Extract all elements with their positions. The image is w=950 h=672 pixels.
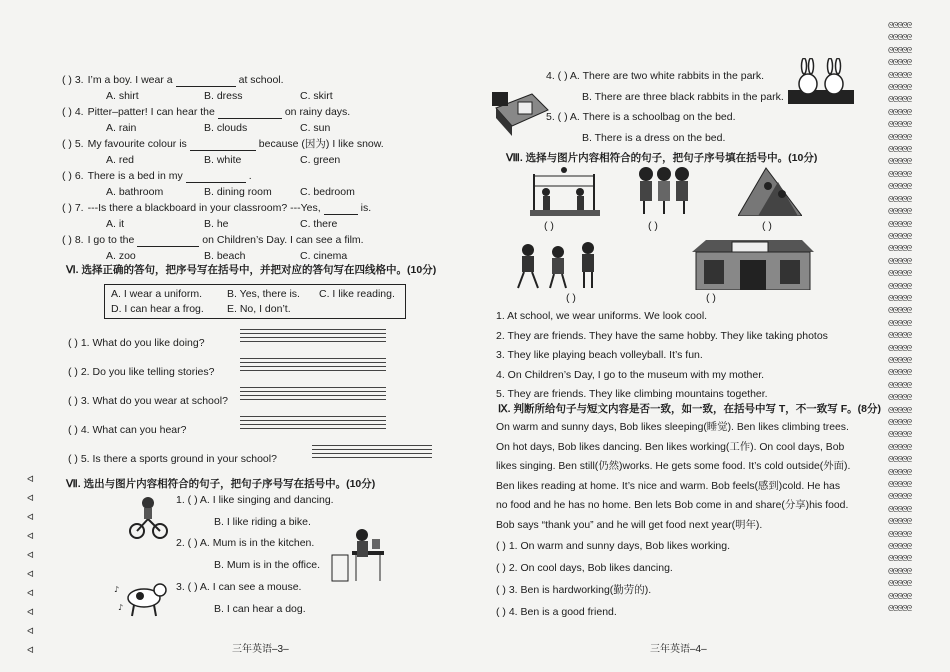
answer-parens-pic-1[interactable]: ( )	[544, 220, 554, 232]
margin-pattern-row: ᘓᘓᘓᘓᘓ	[888, 306, 912, 316]
s7-item-2-b: B. Mum is in the office.	[214, 559, 321, 571]
margin-pattern-row: ᘓᘓᘓᘓᘓ	[888, 492, 912, 502]
option-c: C. green	[300, 154, 341, 166]
margin-pattern-row: ᘓᘓᘓᘓᘓ	[888, 231, 912, 241]
binding-marks: ᐊ ᐊ ᐊ ᐊ ᐊ ᐊ ᐊ ᐊ ᐊ ᐊ	[27, 474, 34, 655]
option-b: B. dress	[204, 90, 243, 102]
s7-item-2-a[interactable]: 2. ( ) A. Mum is in the kitchen.	[176, 537, 315, 549]
margin-pattern-row: ᘓᘓᘓᘓᘓ	[888, 480, 912, 490]
answer-blank[interactable]	[137, 235, 199, 247]
question-text: I go to the	[87, 234, 135, 246]
question-text: Pitter–patter! I can hear the	[87, 106, 215, 118]
margin-pattern-row: ᘓᘓᘓᘓᘓ	[888, 120, 912, 130]
margin-pattern-row: ᘓᘓᘓᘓᘓ	[888, 244, 912, 254]
margin-pattern-row: ᘓᘓᘓᘓᘓ	[888, 343, 912, 353]
passage-line: On hot days, Bob likes dancing. Ben likes working(工作). On cool days, Bob	[496, 441, 845, 453]
page-4	[470, 0, 950, 672]
margin-pattern-row: ᘓᘓᘓᘓᘓ	[888, 169, 912, 179]
mc-question-6	[62, 170, 252, 183]
s8-sentence-1: 1. At school, we wear uniforms. We look cool.	[496, 310, 708, 322]
option-a: A. zoo	[106, 250, 136, 262]
margin-pattern-row: ᘓᘓᘓᘓᘓ	[888, 467, 912, 477]
judgement-2[interactable]: ( ) 2. On cool days, Bob likes dancing.	[496, 562, 673, 574]
s6-question-1: ( ) 1. What do you like doing?	[68, 337, 205, 349]
question-text: I’m a boy. I wear a	[87, 74, 173, 86]
decorative-margin-pattern	[888, 20, 950, 616]
beach-volleyball-picture	[530, 166, 600, 216]
section-8-title: Ⅷ. 选择与图片内容相符合的句子，把句子序号填在括号中。(10分)	[506, 152, 818, 164]
s6-question-3: ( ) 3. What do you wear at school?	[68, 395, 228, 407]
margin-pattern-row: ᘓᘓᘓᘓᘓ	[888, 542, 912, 552]
s7-item-5-a[interactable]: 5. ( ) A. There is a schoolbag on the bed.	[546, 111, 736, 123]
margin-pattern-row: ᘓᘓᘓᘓᘓ	[888, 281, 912, 291]
passage-line: Ben likes reading at home. It’s nice and warm. Bob feels(感到)cold. He has	[496, 480, 841, 492]
answer-blank[interactable]	[324, 203, 358, 215]
margin-pattern-row: ᘓᘓᘓᘓᘓ	[888, 83, 912, 93]
question-number[interactable]: ( ) 7.	[62, 202, 84, 214]
margin-pattern-row: ᘓᘓᘓᘓᘓ	[888, 182, 912, 192]
taking-photos-picture	[510, 240, 606, 290]
four-line-writing-grid[interactable]	[240, 358, 386, 374]
question-text: My favourite colour is	[87, 138, 187, 150]
answer-blank[interactable]	[176, 75, 236, 87]
judgement-4[interactable]: ( ) 4. Ben is a good friend.	[496, 606, 617, 618]
option-c: C. bedroom	[300, 186, 355, 198]
question-text-end: because (因为) I like snow.	[258, 138, 384, 150]
s7-item-5-b: B. There is a dress on the bed.	[582, 132, 726, 144]
question-text-end: .	[248, 170, 252, 182]
passage-line: Bob says “thank you” and he will get food next year(明年).	[496, 520, 763, 531]
section-9-title: Ⅸ. 判断所给句子与短文内容是否一致，如一致，在括号中写 T，不一致写 F。(8分)	[498, 403, 881, 415]
margin-pattern-row: ᘓᘓᘓᘓᘓ	[888, 529, 912, 539]
option-c: C. skirt	[300, 90, 333, 102]
margin-pattern-row: ᘓᘓᘓᘓᘓ	[888, 418, 912, 427]
judgement-3[interactable]: ( ) 3. Ben is hardworking(勤劳的).	[496, 584, 652, 596]
margin-pattern-row: ᘓᘓᘓᘓᘓ	[888, 331, 912, 341]
margin-pattern-row: ᘓᘓᘓᘓᘓ	[888, 604, 912, 614]
s6-question-4: ( ) 4. What can you hear?	[68, 424, 187, 436]
margin-pattern-row: ᘓᘓᘓᘓᘓ	[888, 368, 912, 378]
margin-pattern-row: ᘓᘓᘓᘓᘓ	[888, 107, 912, 117]
mc-question-4	[62, 106, 350, 119]
page-footer: 三年英语–3–	[232, 644, 289, 655]
s7-item-1-a[interactable]: 1. ( ) A. I like singing and dancing.	[176, 494, 334, 506]
answer-parens-pic-3[interactable]: ( )	[762, 220, 772, 232]
question-text: ---Is there a blackboard in your classroom? ---Yes,	[87, 202, 321, 214]
bed-with-schoolbag-picture	[492, 88, 550, 138]
option-c: C. cinema	[300, 250, 348, 262]
dog-barking-picture	[110, 578, 172, 618]
option-a: A. rain	[106, 122, 137, 134]
question-text-end: on Children’s Day. I can see a film.	[202, 234, 364, 246]
mc-question-7	[62, 202, 371, 215]
option-b: B. dining room	[204, 186, 272, 198]
s6-question-5: ( ) 5. Is there a sports ground in your school?	[68, 453, 277, 465]
passage-line: no food and he has no home. Ben lets Bob come in and share(分享)his food.	[496, 500, 849, 512]
four-line-writing-grid[interactable]	[240, 329, 386, 345]
margin-pattern-row: ᘓᘓᘓᘓᘓ	[888, 194, 912, 204]
question-number[interactable]: ( ) 3.	[62, 74, 84, 86]
option-c: C. there	[300, 218, 338, 230]
climbing-mountain-picture	[738, 164, 802, 216]
margin-pattern-row: ᘓᘓᘓᘓᘓ	[888, 591, 912, 601]
students-in-uniform-picture	[634, 164, 694, 216]
answer-parens-pic-5[interactable]: ( )	[706, 292, 716, 304]
s8-sentence-3: 3. They like playing beach volleyball. It’s fun.	[496, 349, 703, 361]
question-number[interactable]: ( ) 5.	[62, 138, 84, 150]
mc-question-5	[62, 138, 384, 151]
s7-item-3-a[interactable]: 3. ( ) A. I can see a mouse.	[176, 581, 302, 593]
margin-pattern-row: ᘓᘓᘓᘓᘓ	[888, 405, 912, 415]
museum-building-picture	[692, 234, 814, 290]
margin-pattern-row: ᘓᘓᘓᘓᘓ	[888, 95, 912, 105]
margin-pattern-row: ᘓᘓᘓᘓᘓ	[888, 21, 912, 30]
question-text-end: is.	[360, 202, 372, 214]
s7-item-1-b: B. I like riding a bike.	[214, 516, 311, 528]
option-b: B. Yes, there is.	[227, 288, 300, 300]
rabbits-picture	[788, 58, 854, 106]
question-text: There is a bed in my	[87, 170, 183, 182]
s8-sentence-5: 5. They are friends. They like climbing mountains together.	[496, 388, 768, 400]
s7-item-4-a[interactable]: 4. ( ) A. There are two white rabbits in the park.	[546, 70, 765, 82]
option-c: C. sun	[300, 122, 331, 134]
answer-blank[interactable]	[186, 171, 246, 183]
four-line-writing-grid[interactable]	[312, 445, 432, 461]
margin-pattern-row: ᘓᘓᘓᘓᘓ	[888, 256, 912, 266]
s7-item-3-b: B. I can hear a dog.	[214, 603, 306, 615]
answer-blank[interactable]	[218, 107, 282, 119]
section-7-title: Ⅶ. 选出与图片内容相符合的句子，把句子序号写在括号中。(10分)	[66, 478, 376, 490]
margin-pattern-row: ᘓᘓᘓᘓᘓ	[888, 33, 912, 43]
option-b: B. beach	[204, 250, 246, 262]
s8-sentence-2: 2. They are friends. They have the same hobby. They like taking photos	[496, 329, 828, 342]
answer-blank[interactable]	[190, 139, 256, 151]
margin-pattern-row: ᘓᘓᘓᘓᘓ	[888, 355, 912, 365]
margin-pattern-row: ᘓᘓᘓᘓᘓ	[888, 145, 912, 155]
mc-question-8	[62, 234, 364, 247]
option-b: B. white	[204, 154, 242, 166]
option-a: A. red	[106, 154, 135, 166]
margin-pattern-row: ᘓᘓᘓᘓᘓ	[888, 157, 912, 167]
passage-line: On warm and sunny days, Bob likes sleeping(睡觉). Ben likes climbing trees.	[496, 422, 849, 433]
margin-pattern-row: ᘓᘓᘓᘓᘓ	[888, 504, 912, 514]
page-footer-right: 三年英语–4–	[650, 644, 707, 655]
s7-item-4-b: B. There are three black rabbits in the park.	[582, 91, 784, 103]
option-a: A. it	[106, 218, 125, 230]
option-a: A. I wear a uniform.	[111, 288, 203, 300]
margin-pattern-row: ᘓᘓᘓᘓᘓ	[888, 380, 912, 390]
section-6-title: Ⅵ. 选择正确的答句，把序号写在括号中，并把对应的答句写在四线格中。(10分)	[66, 264, 437, 276]
mum-in-kitchen-picture	[330, 525, 388, 583]
option-e: E. No, I don’t.	[227, 303, 291, 315]
four-line-writing-grid[interactable]	[240, 416, 386, 432]
margin-pattern-row: ᘓᘓᘓᘓᘓ	[888, 269, 912, 279]
margin-pattern-row: ᘓᘓᘓᘓᘓ	[888, 132, 912, 142]
answer-parens-pic-2[interactable]: ( )	[648, 220, 658, 232]
boy-riding-bike-picture	[128, 495, 168, 540]
margin-pattern-row: ᘓᘓᘓᘓᘓ	[888, 430, 912, 440]
option-c: C. I like reading.	[319, 288, 395, 300]
option-b: B. he	[204, 218, 229, 230]
page-3	[0, 0, 470, 672]
s8-sentence-4: 4. On Children’s Day, I go to the museum with my mother.	[496, 368, 765, 381]
margin-pattern-row: ᘓᘓᘓᘓᘓ	[888, 455, 912, 465]
margin-pattern-row: ᘓᘓᘓᘓᘓ	[888, 58, 912, 68]
margin-pattern-row: ᘓᘓᘓᘓᘓ	[888, 579, 912, 589]
mc-question-3	[62, 74, 284, 87]
option-b: B. clouds	[204, 122, 248, 134]
margin-pattern-row: ᘓᘓᘓᘓᘓ	[888, 566, 912, 576]
svg-text:♪: ♪	[114, 585, 120, 594]
margin-pattern-row: ᘓᘓᘓᘓᘓ	[888, 442, 912, 452]
margin-pattern-row: ᘓᘓᘓᘓᘓ	[888, 517, 912, 527]
answer-parens-pic-4[interactable]: ( )	[566, 292, 576, 304]
answer-options-box	[104, 284, 406, 319]
option-a: A. bathroom	[106, 186, 164, 198]
margin-pattern-row: ᘓᘓᘓᘓᘓ	[888, 293, 912, 303]
option-d: D. I can hear a frog.	[111, 303, 204, 315]
svg-text:♪: ♪	[118, 603, 124, 612]
s6-question-2: ( ) 2. Do you like telling stories?	[68, 366, 215, 378]
question-number[interactable]: ( ) 8.	[62, 234, 84, 246]
question-number[interactable]: ( ) 4.	[62, 106, 84, 118]
margin-pattern-row: ᘓᘓᘓᘓᘓ	[888, 70, 912, 80]
margin-pattern-row: ᘓᘓᘓᘓᘓ	[888, 45, 912, 55]
passage-line: likes singing. Ben still(仍然)works. He gets some food. It’s cold outside(外面).	[496, 461, 851, 473]
four-line-writing-grid[interactable]	[240, 387, 386, 403]
margin-pattern-row: ᘓᘓᘓᘓᘓ	[888, 554, 912, 564]
question-number[interactable]: ( ) 6.	[62, 170, 84, 182]
margin-pattern-row: ᘓᘓᘓᘓᘓ	[888, 393, 912, 403]
judgement-1[interactable]: ( ) 1. On warm and sunny days, Bob likes working.	[496, 540, 731, 552]
question-text-end: at school.	[238, 74, 284, 86]
question-text-end: on rainy days.	[284, 106, 351, 118]
option-a: A. shirt	[106, 90, 139, 102]
margin-pattern-row: ᘓᘓᘓᘓᘓ	[888, 207, 912, 217]
margin-pattern-row: ᘓᘓᘓᘓᘓ	[888, 219, 912, 229]
margin-pattern-row: ᘓᘓᘓᘓᘓ	[888, 318, 912, 328]
